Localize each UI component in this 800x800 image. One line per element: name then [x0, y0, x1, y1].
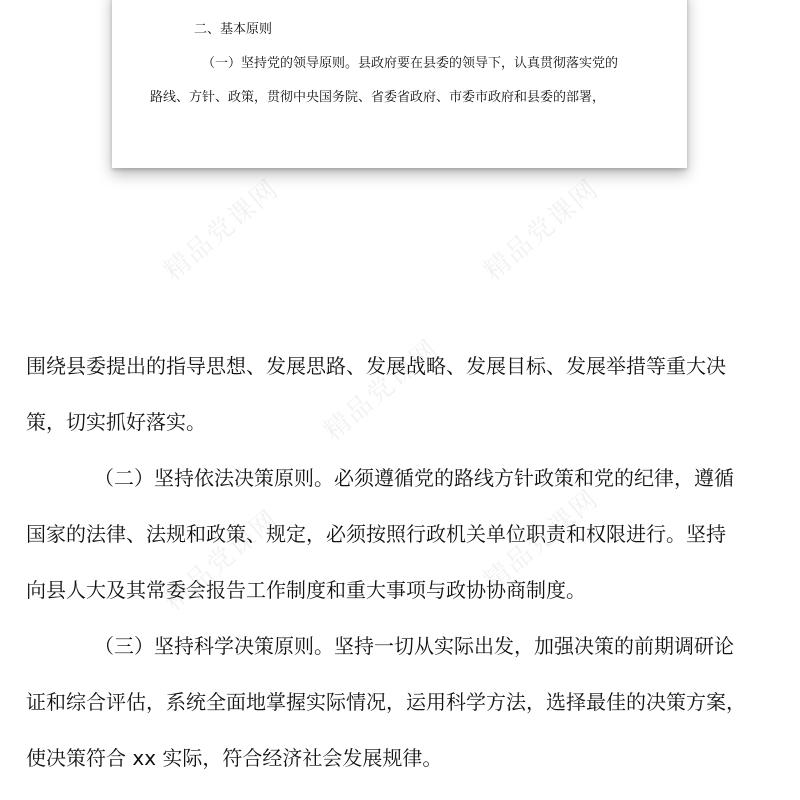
watermark: 精品党课网 — [478, 483, 605, 597]
paragraph-line: 证和综合评估，系统全面地掌握实际情况，运用科学方法，选择最佳的决策方案， — [26, 690, 746, 714]
paragraph-line: 围绕县委提出的指导思想、发展思路、发展战略、发展目标、发展举措等重大决 — [26, 354, 726, 378]
section-heading: 二、基本原则 — [194, 22, 273, 37]
paragraph-line: （三）坚持科学决策原则。坚持一切从实际出发，加强决策的前期调研论 — [94, 634, 734, 658]
paragraph-line: 路线、方针、政策，贯彻中央国务院、省委省政府、市委市政府和县委的部署， — [150, 90, 606, 105]
paragraph-line: （一）坚持党的领导原则。县政府要在县委的领导下，认真贯彻落实党的 — [202, 56, 619, 71]
paragraph-line: 国家的法律、法规和政策、规定，必须按照行政机关单位职责和权限进行。坚持 — [26, 522, 726, 546]
watermark: 精品党课网 — [318, 333, 445, 447]
watermark: 精品党课网 — [158, 503, 285, 617]
paragraph-line: 向县人大及其常委会报告工作制度和重大事项与政协协商制度。 — [26, 578, 586, 602]
paragraph-line: （二）坚持依法决策原则。必须遵循党的路线方针政策和党的纪律，遵循 — [94, 466, 734, 490]
paragraph-line: 策，切实抓好落实。 — [26, 410, 206, 434]
paragraph-line: 使决策符合 xx 实际，符合经济社会发展规律。 — [26, 746, 443, 770]
document-preview-card — [112, 0, 687, 168]
watermark: 精品党课网 — [478, 173, 605, 287]
watermark: 精品党课网 — [158, 173, 285, 287]
